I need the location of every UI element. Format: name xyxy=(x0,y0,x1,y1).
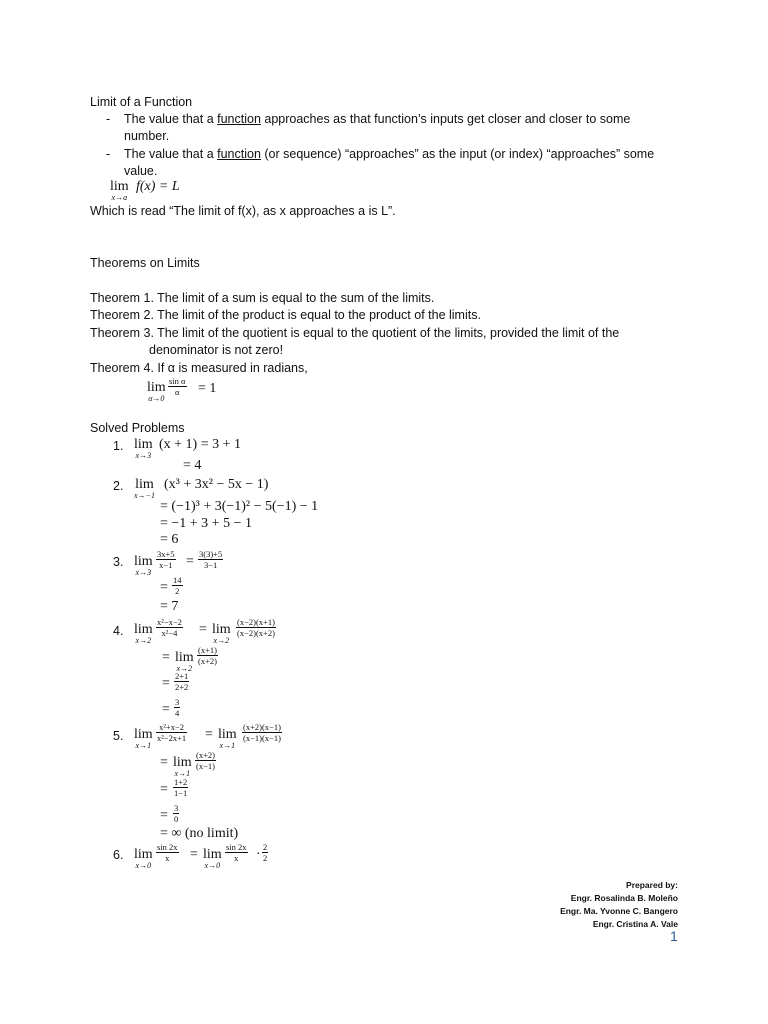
problem-2-step: = 6 xyxy=(160,532,179,547)
bullet-1: The value that a function approaches as that function’s inputs get closer and closer to some xyxy=(124,112,631,126)
page-number: 1 xyxy=(670,928,678,944)
limit-operator: lim x→3 xyxy=(134,437,153,460)
equals-sign: = xyxy=(160,782,168,797)
problem-2-step: = −1 + 3 + 5 − 1 xyxy=(160,516,252,531)
limit-operator: lim x→3 xyxy=(134,554,153,577)
theorem-1: Theorem 1. The limit of a sum is equal to the sum of the limits. xyxy=(90,291,435,305)
equals-sign: = xyxy=(186,554,194,569)
equals-sign: = xyxy=(162,650,170,665)
section-title-solved: Solved Problems xyxy=(90,421,185,435)
bullet-dash: - xyxy=(106,112,111,126)
limit-operator: lim x→a xyxy=(110,179,129,202)
multiplication-dot: · xyxy=(256,847,261,862)
prepared-by-label: Prepared by: xyxy=(626,880,678,890)
bullet-2: The value that a function (or sequence) “approaches” as the input (or index) “approaches” some xyxy=(124,147,655,161)
problem-3-step: = 7 xyxy=(160,599,179,614)
problem-number: 4. xyxy=(113,624,124,638)
function-link[interactable]: function xyxy=(217,147,261,161)
equals-sign: = xyxy=(162,676,170,691)
limit-operator: lim x→0 xyxy=(134,847,153,870)
limit-operator: lim x→0 xyxy=(203,847,222,870)
bullet-2-cont: value. xyxy=(124,164,158,178)
bullet-1-cont: number. xyxy=(124,129,170,143)
bullet-dash: - xyxy=(106,147,111,161)
limit-operator: lim α→0 xyxy=(147,380,166,403)
fraction: $\frac{2+1}{2+2}$ xyxy=(175,671,189,692)
equals-sign: = xyxy=(160,580,168,595)
theorem-3-cont: denominator is not zero! xyxy=(149,343,284,357)
fraction: $\frac{\sin 2x}{x}$ xyxy=(157,842,178,863)
equals-sign: = xyxy=(160,808,168,823)
author-name: Engr. Ma. Yvonne C. Bangero xyxy=(560,906,678,916)
fraction: $\frac{\text{sin α}}{\alpha}$ xyxy=(169,376,186,397)
problem-number: 5. xyxy=(113,729,124,743)
equals-sign: = xyxy=(205,727,213,742)
problem-number: 2. xyxy=(113,479,124,493)
fraction: $\frac{\text{x²+x−2}}{\text{x²−2x+1}}$ xyxy=(157,722,187,743)
fraction: $\frac{(x+1)}{(x+2)}$ xyxy=(198,645,217,666)
limit-operator: lim x→2 xyxy=(175,650,194,673)
fraction: $\frac{2}{2}$ xyxy=(263,842,268,863)
fraction: $\frac{1+2}{1-1}$ xyxy=(174,777,188,798)
problem-number: 1. xyxy=(113,439,124,453)
equals-sign: = xyxy=(162,702,170,717)
theorem-2: Theorem 2. The limit of the product is equal to the product of the limits. xyxy=(90,308,481,322)
section-title-limit: Limit of a Function xyxy=(90,95,193,109)
equals-sign: = xyxy=(190,847,198,862)
problem-number: 6. xyxy=(113,848,124,862)
problem-1-expr: (x + 1) = 3 + 1 xyxy=(159,437,242,452)
theorem-4-rhs: = 1 xyxy=(198,381,217,396)
fraction: $\frac{(x-2)(x+1)}{(x-2)(x+2)}$ xyxy=(237,617,275,638)
fraction: $\frac{(x+2)(x-1)}{(x-1)(x-1)}$ xyxy=(243,722,281,743)
function-link[interactable]: function xyxy=(217,112,261,126)
problem-2-step: = (−1)³ + 3(−1)² − 5(−1) − 1 xyxy=(160,499,319,514)
author-name: Engr. Rosalinda B. Moleño xyxy=(570,893,678,903)
limit-operator: lim x→1 xyxy=(218,727,237,750)
fraction: $\frac{3}{0}$ xyxy=(174,803,179,824)
fraction: $\frac{14}{2}$ xyxy=(173,575,182,596)
limit-operator: lim x→2 xyxy=(212,622,231,645)
limit-definition: f(x) = L xyxy=(136,179,180,194)
fraction: $\frac{3}{4}$ xyxy=(175,697,180,718)
equals-sign: = xyxy=(199,622,207,637)
fraction: $\frac{(x+2)}{(x-1)}$ xyxy=(196,750,215,771)
problem-1-step: = 4 xyxy=(183,458,202,473)
limit-operator: lim x→2 xyxy=(134,622,153,645)
limit-operator: lim x→1 xyxy=(134,727,153,750)
problem-2-expr: (x³ + 3x² − 5x − 1) xyxy=(164,477,269,492)
fraction: $\frac{\sin 2x}{x}$ xyxy=(226,842,247,863)
theorem-3: Theorem 3. The limit of the quotient is equal to the quotient of the limits, provided the limit of the xyxy=(90,326,620,340)
theorem-4: Theorem 4. If α is measured in radians, xyxy=(90,361,308,375)
problem-number: 3. xyxy=(113,555,124,569)
limit-operator: lim x→−1 xyxy=(134,477,155,500)
author-name: Engr. Cristina A. Vale xyxy=(592,919,678,929)
limit-operator: lim x→1 xyxy=(173,755,192,778)
section-title-theorems: Theorems on Limits xyxy=(90,256,200,270)
read-text: Which is read “The limit of f(x), as x approaches a is L”. xyxy=(90,204,396,218)
fraction: $\frac{\text{x²−x−2}}{\text{x²−4}}$ xyxy=(157,617,182,638)
problem-5-conclusion: = ∞ (no limit) xyxy=(160,826,239,841)
fraction: $\frac{3(3)+5}{3-1}$ xyxy=(199,549,223,570)
equals-sign: = xyxy=(160,755,168,770)
fraction: $\frac{3x+5}{x-1}$ xyxy=(157,549,175,570)
